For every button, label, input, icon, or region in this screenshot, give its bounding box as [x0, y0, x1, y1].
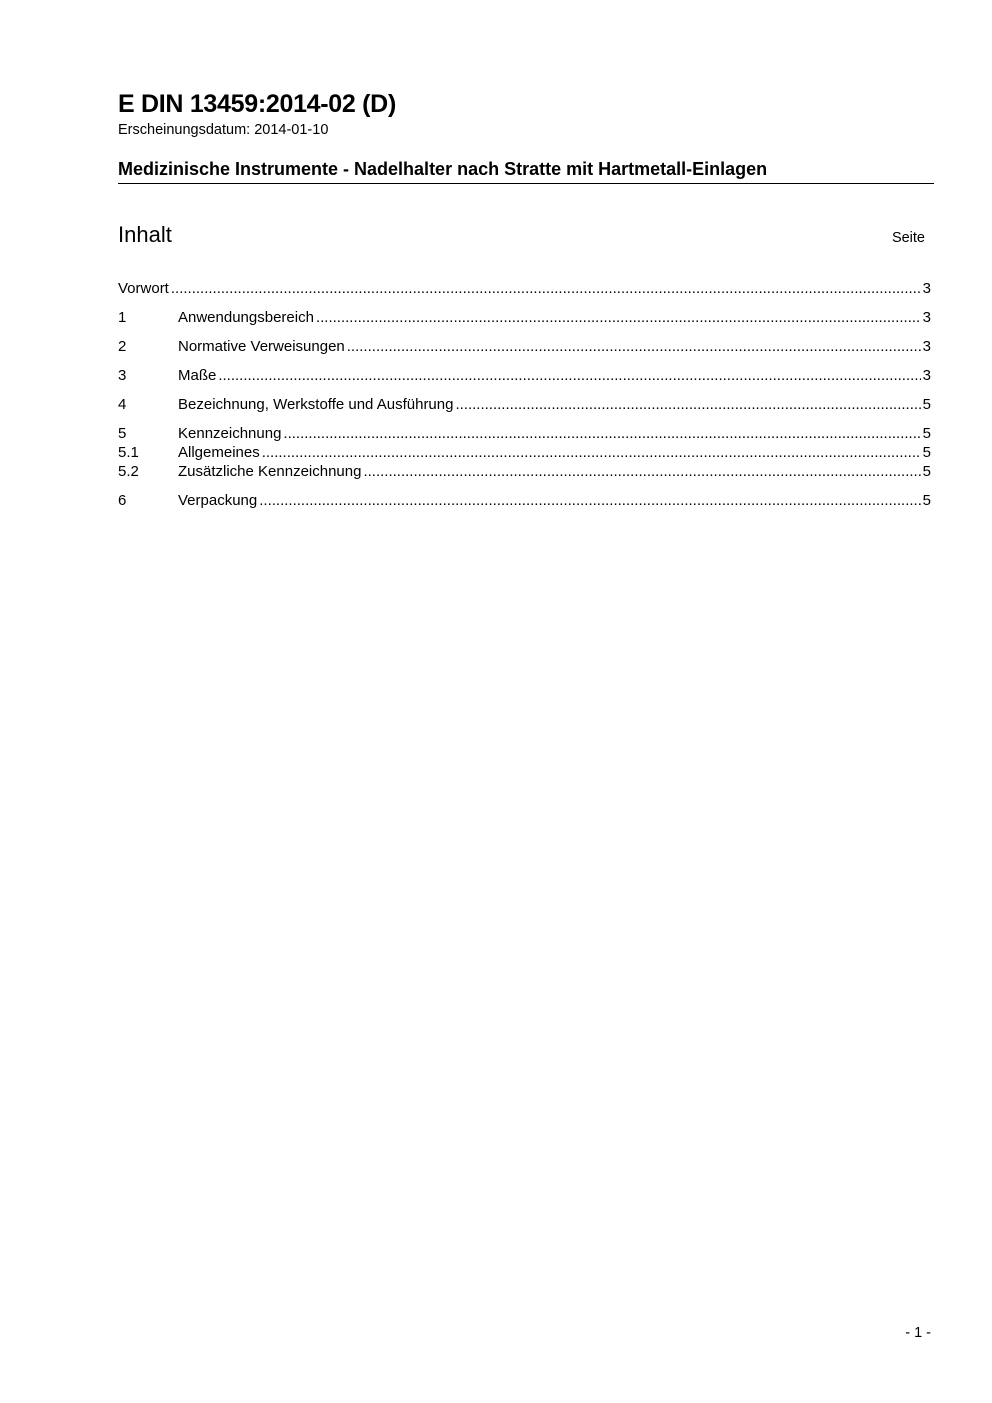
toc-leader-dots [363, 463, 920, 481]
toc-leader-dots [218, 367, 920, 385]
toc-entry-page: 3 [922, 367, 931, 384]
toc-entry-page: 3 [922, 280, 931, 297]
toc-entry-text: Zusätzliche Kennzeichnung [178, 463, 362, 480]
toc-entry[interactable] [118, 367, 931, 385]
toc-leader-dots [316, 309, 921, 327]
toc-entry-page: 3 [922, 338, 931, 355]
toc-entry[interactable] [118, 463, 931, 481]
toc-leader-dots [347, 338, 921, 356]
toc-entry-text: Allgemeines [178, 444, 260, 461]
toc-entry-number: 4 [118, 396, 127, 413]
toc-leader-dots [171, 280, 921, 298]
toc-entry[interactable] [118, 309, 931, 327]
page-number: - 1 - [905, 1325, 931, 1341]
page-column-label: Seite [891, 230, 925, 246]
toc-leader-dots [262, 444, 921, 462]
toc-entry-text: Vorwort [118, 280, 169, 297]
toc-entry-text: Anwendungsbereich [178, 309, 314, 326]
toc-entry-number: 3 [118, 367, 127, 384]
toc-entry-page: 5 [922, 396, 931, 413]
toc-entry-number: 6 [118, 492, 127, 509]
publication-date: Erscheinungsdatum: 2014-01-10 [118, 122, 329, 138]
toc-entry-page: 5 [922, 492, 931, 509]
toc-entry-text: Kennzeichnung [178, 425, 282, 442]
toc-leader-dots [259, 492, 920, 510]
toc-entry-number: 5.2 [118, 463, 139, 480]
toc-leader-dots [283, 425, 920, 443]
toc-entry-page: 3 [922, 309, 931, 326]
toc-entry[interactable] [118, 338, 931, 356]
toc-entry[interactable] [118, 492, 931, 510]
toc-entry[interactable] [118, 396, 931, 414]
toc-entry-number: 2 [118, 338, 127, 355]
toc-entry-number: 5 [118, 425, 127, 442]
toc-entry[interactable] [118, 425, 931, 443]
toc-entry-text: Bezeichnung, Werkstoffe und Ausführung [178, 396, 454, 413]
toc-entry-page: 5 [922, 444, 931, 461]
toc-entry-text: Verpackung [178, 492, 258, 509]
toc-heading: Inhalt [118, 222, 172, 247]
toc-entry-page: 5 [922, 425, 931, 442]
toc-entry-text: Maße [178, 367, 217, 384]
toc-entry-number: 1 [118, 309, 127, 326]
doc-id: E DIN 13459:2014-02 (D) [118, 90, 396, 118]
toc-entry[interactable] [118, 444, 931, 462]
doc-title: Medizinische Instrumente - Nadelhalter nach Stratte mit Hartmetall-Einlagen [118, 159, 768, 179]
toc-leader-dots [455, 396, 920, 414]
toc-entry-page: 5 [922, 463, 931, 480]
toc-entry-number: 5.1 [118, 444, 139, 461]
title-rule [118, 183, 934, 184]
toc-entry-text: Normative Verweisungen [178, 338, 345, 355]
toc-entry[interactable] [118, 280, 931, 298]
